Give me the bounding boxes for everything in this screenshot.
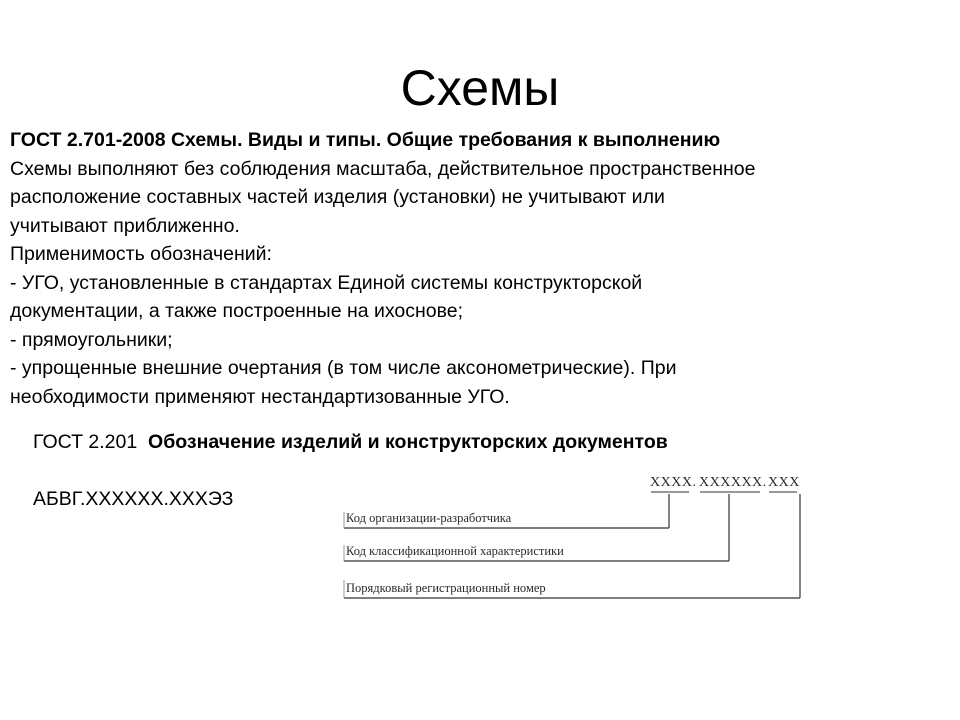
body-line: документации, а также построенные на ихоснове; — [10, 300, 464, 322]
gost-2201-title: Обозначение изделий и конструкторских документов — [148, 431, 668, 453]
designation-structure-diagram — [332, 470, 808, 610]
body-line: - УГО, установленные в стандартах Единой системы конструкторской — [10, 271, 643, 294]
body-line: - прямоугольники; — [10, 328, 173, 351]
slide-title: Схемы — [400, 60, 560, 116]
designation-example: АБВГ.XXXXXX.XXXЭЗ — [33, 488, 234, 510]
body-line: Применимость обозначений: — [10, 243, 272, 265]
gost-2701-section — [10, 126, 930, 411]
body-line: Схемы выполняют без соблюдения масштаба, действительное пространственное — [10, 157, 756, 180]
body-line: учитывают приближенно. — [10, 214, 240, 237]
label-org-code: Код организации-разработчика — [346, 511, 512, 525]
label-reg-number: Порядковый регистрационный номер — [346, 581, 546, 595]
code-part-org: XXXX. — [650, 475, 697, 490]
label-class-code: Код классификационной характеристики — [346, 544, 564, 558]
code-part-reg: XXX — [768, 475, 800, 490]
gost-2201-number: ГОСТ 2.201 — [33, 431, 138, 453]
body-line: расположение составных частей изделия (установки) не учитывают или — [10, 186, 665, 208]
body-line: - упрощенные внешние очертания (в том числе аксонометрические). При — [10, 357, 677, 379]
code-part-class: XXXXXX. — [699, 475, 767, 490]
gost-2201-line — [33, 428, 668, 456]
body-line: необходимости применяют нестандартизованные УГО. — [10, 385, 510, 408]
gost-2701-heading: ГОСТ 2.701-2008 Схемы. Виды и типы. Общие требования к выполнению — [10, 129, 721, 151]
